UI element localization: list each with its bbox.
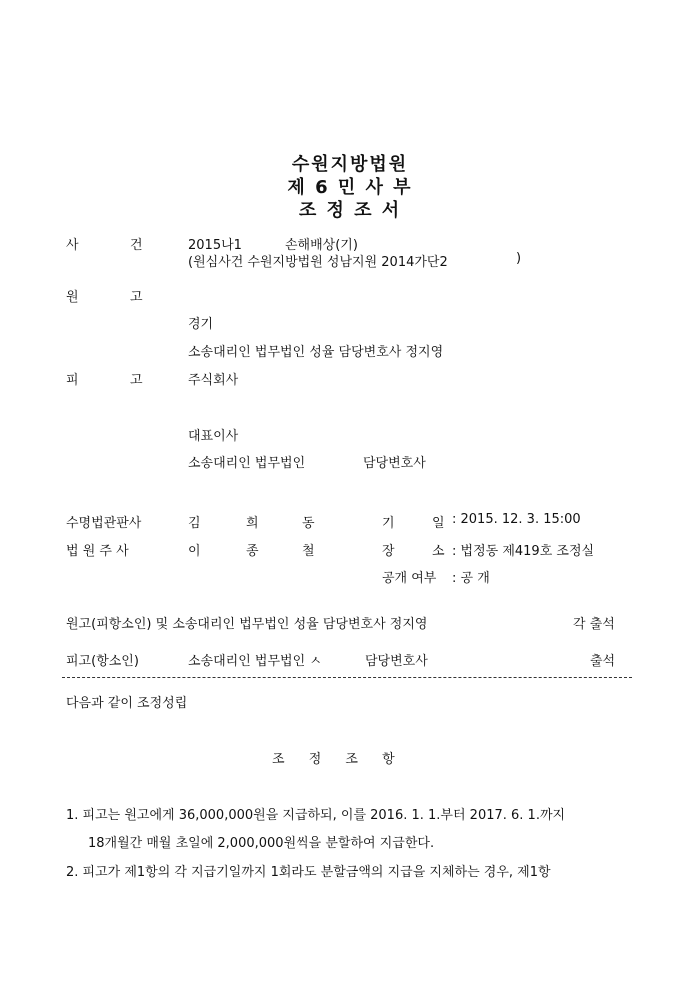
plaintiff-counsel: 소송대리인 법무법인 성율 담당변호사 정지영: [188, 345, 444, 360]
attendance-defendant-head: 피고(항소인): [66, 654, 139, 669]
settlement-intro: 다음과 같이 조정성립: [66, 696, 188, 711]
plaintiff-label-a: 원: [66, 290, 79, 305]
dashed-divider: [62, 677, 632, 678]
section-title: 조 정 조 항: [272, 752, 405, 767]
case-origin-close: ): [516, 251, 522, 266]
attendance-defendant-counsel: 소송대리인 법무법인 ㅅ: [188, 654, 322, 669]
case-label-a: 사: [66, 238, 79, 253]
attendance-plaintiff: 원고(피항소인) 및 소송대리인 법무법인 성율 담당변호사 정지영: [66, 617, 428, 632]
attendance-defendant-status: 출석: [590, 654, 616, 669]
case-label-b: 건: [130, 238, 143, 253]
document-title: 조 정 조 서: [298, 200, 402, 221]
judge-label: 수명법관판사: [66, 516, 142, 531]
plaintiff-label-b: 고: [130, 290, 143, 305]
clerk-name-3: 철: [302, 544, 315, 559]
public-label: 공개 여부: [382, 571, 437, 586]
case-origin: (원심사건 수원지방법원 성남지원 2014가단2: [188, 255, 448, 270]
date-label-b: 일: [432, 516, 445, 531]
defendant-counsel-tail: 담당변호사: [363, 456, 426, 471]
case-number: 2015나1: [188, 238, 242, 253]
judge-name-3: 동: [302, 516, 315, 531]
defendant-representative: 대표이사: [188, 429, 239, 444]
public-value: : 공 개: [452, 571, 490, 586]
court-name: 수원지방법원: [291, 154, 409, 175]
clause-2-line-1: 2. 피고가 제1항의 각 지급기일까지 1회라도 분할금액의 지급을 지체하는 경우, 제1항: [66, 865, 551, 880]
plaintiff-address: 경기: [188, 317, 214, 332]
judge-name-1: 김: [188, 516, 201, 531]
clerk-name-2: 종: [246, 544, 259, 559]
place-label-a: 장: [382, 544, 395, 559]
clause-1-line-1: 1. 피고는 원고에게 36,000,000원을 지급하되, 이를 2016. 1. 1.부터 2017. 6. 1.까지: [66, 808, 566, 823]
place-label-b: 소: [432, 544, 445, 559]
defendant-counsel: 소송대리인 법무법인: [188, 456, 306, 471]
case-name: 손해배상(기): [285, 238, 358, 253]
place-value: : 법정동 제419호 조정실: [452, 544, 595, 559]
defendant-label-b: 고: [130, 373, 143, 388]
attendance-plaintiff-status: 각 출석: [573, 617, 615, 632]
clause-1-line-2: 18개월간 매월 초일에 2,000,000원씩을 분할하여 지급한다.: [88, 836, 435, 851]
judge-name-2: 희: [246, 516, 259, 531]
clerk-name-1: 이: [188, 544, 201, 559]
defendant-label-a: 피: [66, 373, 79, 388]
date-value: : 2015. 12. 3. 15:00: [452, 512, 581, 527]
attendance-defendant-tail: 담당변호사: [365, 654, 428, 669]
defendant-company: 주식회사: [188, 373, 239, 388]
division-name: 제 6 민 사 부: [287, 177, 413, 198]
date-label-a: 기: [382, 516, 395, 531]
clerk-label: 법 원 주 사: [66, 544, 129, 559]
